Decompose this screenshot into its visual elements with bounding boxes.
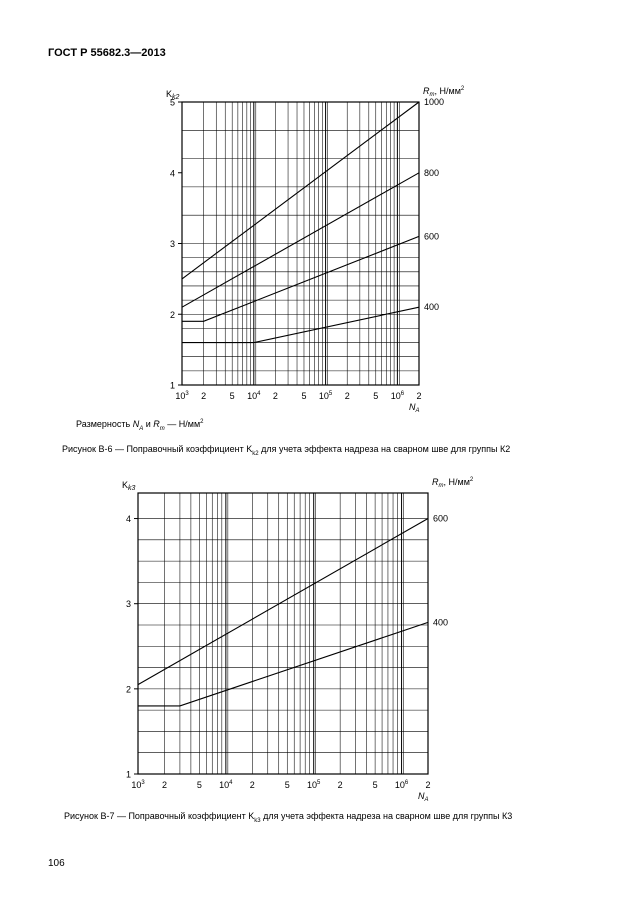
- x-tick-label: $10^5$: [318, 391, 333, 401]
- x-tick-label: 5: [284, 780, 290, 790]
- document-header: ГОСТ Р 55682.3—2013: [48, 47, 166, 59]
- x-tick-label: 5: [229, 391, 235, 401]
- note-na-symbol: N: [132, 419, 140, 429]
- caption-b6-prefix: Рисунок В-6 — Поправочный коэффициент K: [62, 444, 253, 454]
- note-unit-exponent: 2: [200, 419, 204, 425]
- y-axis-label: $K_{k2}$: [166, 89, 180, 101]
- y-tick-label: 1: [169, 380, 175, 391]
- figure-caption-b6: [62, 444, 510, 457]
- caption-b7-prefix: Рисунок В-7 — Поправочный коэффициент K: [64, 811, 255, 821]
- note-rm-subscript: m: [159, 425, 165, 432]
- x-tick-label: $10^4$: [247, 391, 261, 401]
- x-tick-label: 2: [416, 391, 422, 401]
- series-label-600: 600: [424, 231, 440, 242]
- caption-b7-suffix: для учета эффекта надреза на сварном шве для группы К3: [260, 811, 513, 821]
- x-tick-label: 2: [249, 780, 255, 790]
- dimension-note: [76, 419, 204, 432]
- x-tick-label: $10^3$: [175, 391, 189, 401]
- page-number: 106: [48, 858, 65, 869]
- y-tick-label: 2: [125, 684, 131, 695]
- x-tick-label: 2: [161, 780, 167, 790]
- x-tick-label: 2: [425, 780, 431, 790]
- x-tick-label: 5: [196, 780, 202, 790]
- caption-b6-subscript: k2: [252, 450, 259, 457]
- y-tick-label: 3: [125, 599, 131, 610]
- x-tick-label: $10^6$: [390, 391, 405, 401]
- x-tick-label: $10^3$: [131, 780, 145, 790]
- x-tick-label: 2: [337, 780, 343, 790]
- note-and: и: [143, 419, 154, 429]
- x-tick-label: 2: [272, 391, 278, 401]
- series-line-600: [138, 519, 428, 685]
- y-tick-label: 2: [169, 309, 175, 320]
- series-label-400: 400: [424, 302, 440, 313]
- right-axis-label: $R_m$, $Н/мм^2$: [423, 86, 465, 98]
- caption-b6-suffix: для учета эффекта надреза на сварном шве для группы К2: [258, 444, 511, 454]
- x-tick-label: 2: [344, 391, 350, 401]
- y-tick-label: 4: [125, 514, 131, 525]
- x-tick-label: $10^4$: [219, 780, 233, 790]
- y-tick-label: 4: [169, 168, 175, 179]
- series-label-600: 600: [433, 513, 449, 524]
- x-tick-label: 5: [301, 391, 307, 401]
- series-line-400: [138, 622, 428, 706]
- series-label-400: 400: [433, 617, 449, 628]
- figure-caption-b7: [64, 811, 512, 824]
- series-label-1000: 1000: [424, 97, 445, 107]
- x-tick-label: 5: [372, 780, 378, 790]
- x-tick-label: 5: [373, 391, 379, 401]
- x-axis-label: $N_A$: [409, 402, 420, 414]
- x-tick-label: $10^5$: [307, 780, 321, 790]
- note-na-subscript: A: [139, 425, 144, 432]
- note-prefix: Размерность: [76, 419, 133, 429]
- y-tick-label: 3: [169, 239, 175, 249]
- caption-b7-subscript: k3: [254, 817, 261, 824]
- x-axis-label: $N_A$: [418, 791, 429, 803]
- note-unit: — Н/мм: [164, 419, 201, 429]
- right-axis-label: $R_m$, $Н/мм^2$: [432, 477, 474, 489]
- y-tick-label: 5: [169, 97, 175, 108]
- note-rm-symbol: R: [153, 419, 160, 429]
- y-tick-label: 1: [125, 769, 131, 780]
- x-tick-label: $10^6$: [394, 780, 409, 790]
- plot-frame: [138, 493, 428, 774]
- y-axis-label: $K_{k3}$: [122, 480, 136, 492]
- x-tick-label: 2: [201, 391, 207, 401]
- series-label-800: 800: [424, 167, 440, 178]
